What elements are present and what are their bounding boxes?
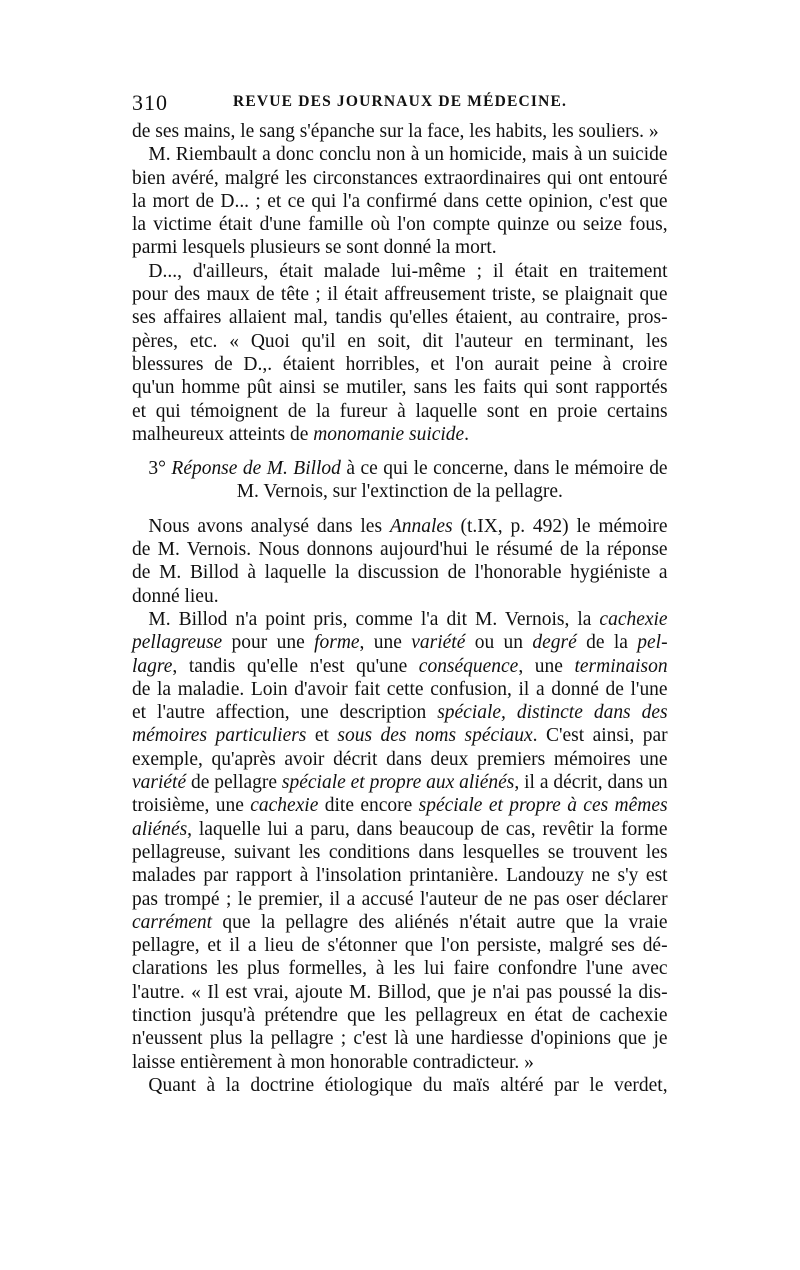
- text-run: dite encore: [318, 794, 419, 817]
- text-line: parmi lesquels plusieurs se sont donné la mort.: [132, 236, 497, 259]
- body-text: [132, 120, 668, 1097]
- text-line: [132, 771, 668, 794]
- section-heading-text: à ce qui le concerne, dans le mémoire de: [340, 457, 668, 480]
- italic-run: lagre: [132, 654, 173, 677]
- italic-run: spéciale et propre aux aliénés: [281, 771, 515, 794]
- text-line: et qui témoignent de la fureur à laquelle sont en proie certains: [132, 399, 668, 422]
- section-heading-italic: Réponse de M. Billod: [171, 457, 341, 480]
- text-line: malades par rapport à l'insolation printanière. Landouzy ne s'y est: [132, 864, 668, 887]
- italic-run: pellagreuse: [132, 631, 223, 654]
- text-run: et: [306, 724, 338, 747]
- section-number: 3°: [148, 457, 166, 480]
- journal-title: REVUE DES JOURNAUX DE MÉDECINE.: [233, 93, 568, 110]
- text-line: de M. Vernois. Nous donnons aujourd'hui le résumé de la réponse: [132, 538, 668, 561]
- text-run: de la: [576, 631, 638, 654]
- italic-run: carrément: [132, 910, 213, 933]
- text-line: [132, 794, 668, 817]
- italic-run: degré: [532, 631, 577, 654]
- text-run: M. Billod n'a point pris, comme l'a dit M. Vernois, la: [148, 607, 600, 630]
- italic-run: conséquence: [418, 654, 519, 677]
- text-line: [132, 818, 668, 841]
- italic-run: forme: [314, 631, 360, 654]
- text-line: l'autre. « Il est vrai, ajoute M. Billod, que je n'ai pas poussé la dis-: [132, 980, 668, 1003]
- text-run: , il a décrit, dans un: [514, 771, 668, 794]
- text-run: pour une: [222, 631, 315, 654]
- text-line: clarations les plus formelles, à les lui faire confondre l'une avec: [132, 957, 668, 980]
- section-heading-line: M. Vernois, sur l'extinction de la pellagre.: [236, 480, 563, 503]
- text-line: pour des maux de tête ; il était affreusement triste, se plaignait que: [132, 283, 668, 306]
- running-head: [132, 90, 672, 118]
- text-line: de M. Billod à laquelle la discussion de l'honorable hygiéniste a: [132, 561, 668, 584]
- italic-run: aliénés: [132, 817, 188, 840]
- italic-run: Annales: [389, 514, 453, 537]
- text-line: laisse entièrement à mon honorable contradicteur. »: [132, 1050, 534, 1073]
- text-line: la victime était d'une famille où l'on compte quinze ou seize fous,: [132, 213, 668, 236]
- text-line: [132, 911, 668, 934]
- text-line: [132, 423, 668, 446]
- text-run: que la pellagre des aliénés n'était autre que la vraie: [212, 910, 668, 933]
- page-number: 310: [132, 90, 168, 115]
- text-line: [132, 655, 668, 678]
- italic-run: cachexie: [250, 794, 319, 817]
- text-run: .: [464, 422, 470, 445]
- text-run: malheureux atteints de: [132, 422, 314, 445]
- text-line: de ses mains, le sang s'épanche sur la face, les habits, les souliers. »: [132, 120, 659, 142]
- text-line: pères, etc. « Quoi qu'il en soit, dit l'auteur en terminant, les: [132, 329, 668, 352]
- text-line: [132, 515, 668, 538]
- text-run: Nous avons analysé dans les: [148, 514, 390, 537]
- section-heading: [132, 457, 668, 480]
- text-line: D..., d'ailleurs, était malade lui-même ; il était en traitement: [148, 259, 668, 282]
- text-run: (t.IX, p. 492) le mémoire: [452, 514, 668, 537]
- italic-run: sous des noms spéciaux: [337, 724, 533, 747]
- text-line: [132, 608, 668, 631]
- italic-run: terminaison: [574, 654, 668, 677]
- text-line: bien avéré, malgré les circonstances extraordinaires qui ont entouré: [132, 166, 668, 189]
- text-run: ou un: [465, 631, 533, 654]
- text-line: blessures de D.,. étaient horribles, et l'on aurait peine à croire: [132, 352, 668, 375]
- text-line: M. Riembault a donc conclu non à un homicide, mais à un suicide: [148, 143, 668, 166]
- text-line: exemple, qu'après avoir décrit dans deux premiers mémoires une: [132, 747, 668, 770]
- text-line: tinction jusqu'à prétendre que les pellagreux en état de cachexie: [132, 1003, 668, 1026]
- text-line: donné lieu.: [132, 584, 219, 607]
- text-line: la mort de D... ; et ce qui l'a confirmé dans cette opinion, c'est que: [132, 189, 668, 212]
- italic-run: variété: [132, 771, 187, 794]
- text-line: [132, 724, 668, 747]
- text-line: pellagre, et il a lieu de s'étonner que l'on persiste, malgré ses dé-: [132, 934, 668, 957]
- italic-run: mémoires particuliers: [132, 724, 307, 747]
- text-line: pellagreuse, suivant les conditions dans lesquelles se trouvent les: [132, 840, 668, 863]
- italic-run: pel-: [637, 631, 668, 654]
- text-run: . C'est ainsi, par: [532, 724, 668, 747]
- italic-run: spéciale, distincte dans des: [437, 701, 668, 724]
- italic-run: monomanie suicide: [313, 422, 465, 445]
- text-run: de pellagre: [186, 771, 282, 794]
- text-run: , laquelle lui a paru, dans beaucoup de cas, revêtir la forme: [187, 817, 668, 840]
- text-line: Quant à la doctrine étiologique du maïs altéré par le verdet,: [148, 1073, 668, 1096]
- text-line: [132, 701, 668, 724]
- text-line: [132, 631, 668, 654]
- text-line: n'eussent plus la pellagre ; c'est là une hardiesse d'opinions que je: [132, 1027, 668, 1050]
- text-line: qu'un homme pût ainsi se mutiler, sans les faits qui sont rapportés: [132, 376, 668, 399]
- text-line: ses affaires allaient mal, tandis qu'elles étaient, au contraire, pros-: [132, 306, 668, 329]
- text-run: et l'autre affection, une description: [132, 701, 438, 724]
- text-line: pas trompé ; le premier, il a accusé l'auteur de ne pas oser déclarer: [132, 887, 668, 910]
- italic-run: variété: [411, 631, 466, 654]
- italic-run: spéciale et propre à ces mêmes: [418, 794, 668, 817]
- italic-run: cachexie: [599, 607, 668, 630]
- text-run: , une: [359, 631, 412, 654]
- text-run: troisième, une: [132, 794, 251, 817]
- text-run: , une: [518, 654, 575, 677]
- text-line: de la maladie. Loin d'avoir fait cette confusion, il a donné de l'une: [132, 677, 668, 700]
- text-run: , tandis qu'elle n'est qu'une: [172, 654, 419, 677]
